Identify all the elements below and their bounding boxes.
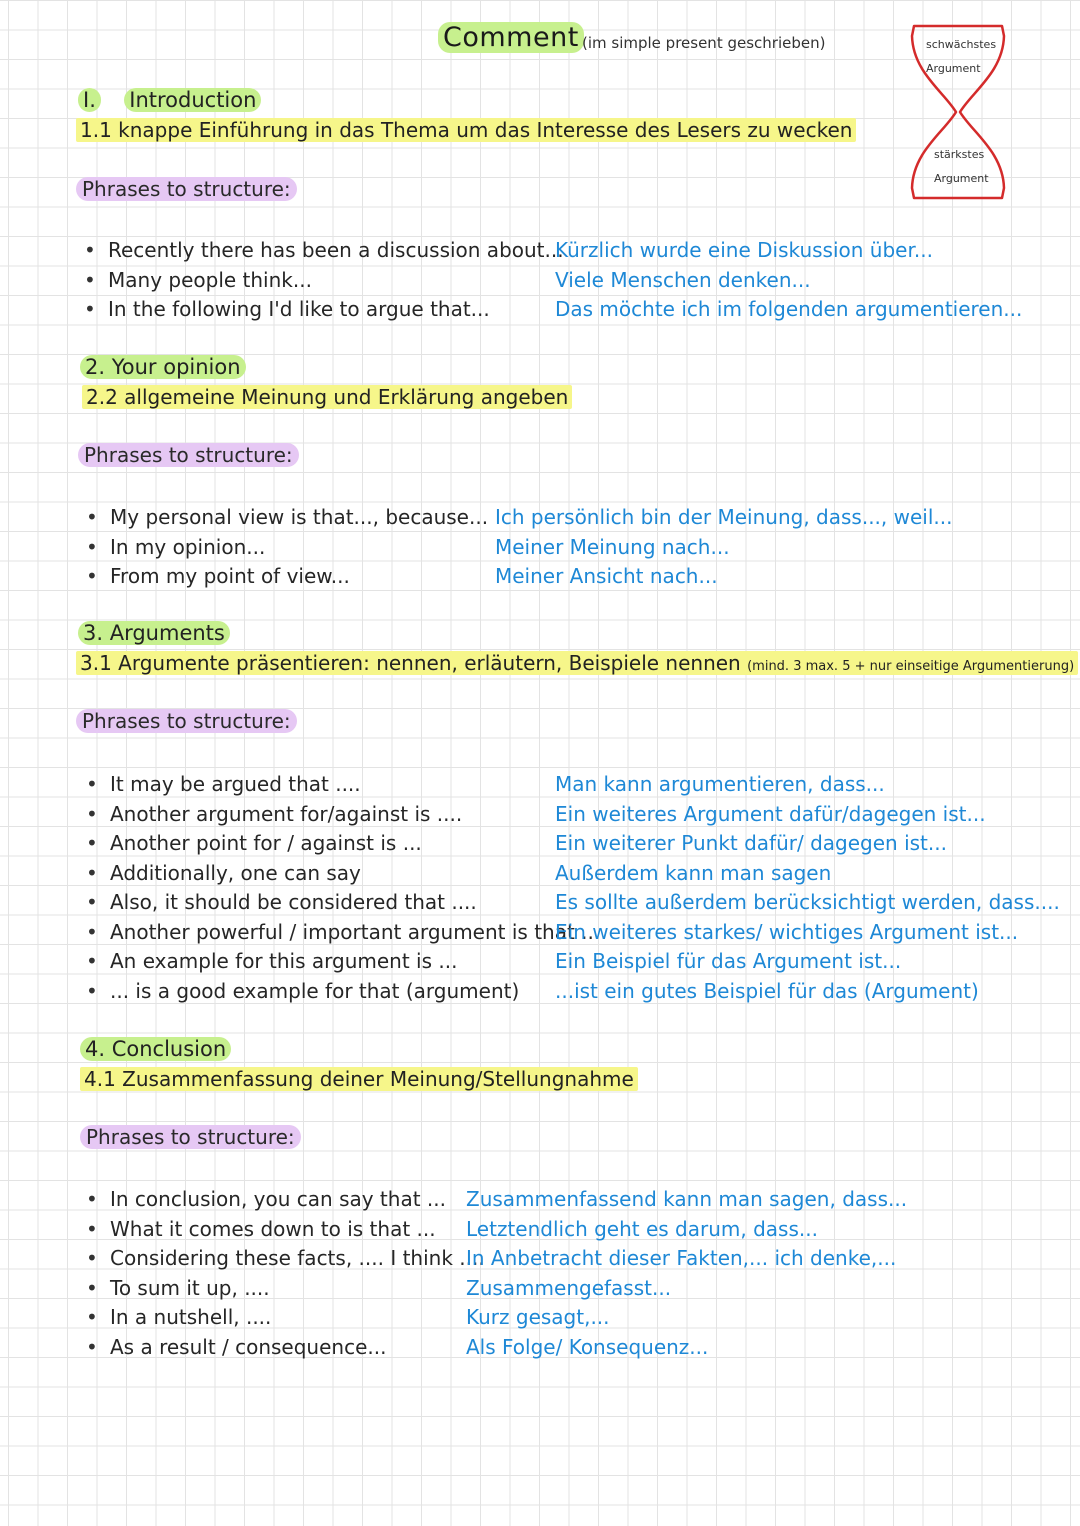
list-item: Ein weiteres starkes/ wichtiges Argument ist... xyxy=(555,919,1019,944)
list-item: Außerdem kann man sagen xyxy=(555,860,832,885)
section-opinion-heading: 2. Your opinion xyxy=(80,355,246,379)
list-item: • In conclusion, you can say that ... xyxy=(80,1185,485,1215)
phrases-label: Phrases to structure: xyxy=(78,443,299,467)
arguments-english-phrases xyxy=(80,770,600,1006)
introduction-german-phrases xyxy=(555,236,1022,325)
list-item: Man kann argumentieren, dass... xyxy=(555,772,885,796)
phrases-label: Phrases to structure: xyxy=(76,177,297,201)
list-item: • It may be argued that .... xyxy=(80,770,600,800)
list-item: In Anbetracht dieser Fakten,... ich denke,... xyxy=(466,1246,897,1270)
list-item: • In my opinion... xyxy=(80,533,488,563)
list-item: Als Folge/ Konsequenz... xyxy=(466,1334,709,1359)
hourglass-top-line2: Argument xyxy=(926,62,981,75)
list-item: • As a result / consequence... xyxy=(80,1333,485,1363)
list-item: • To sum it up, .... xyxy=(80,1274,485,1304)
list-item: • My personal view is that..., because... xyxy=(80,503,488,533)
hourglass-bottom-line2: Argument xyxy=(934,172,989,185)
list-item: • An example for this argument is ... xyxy=(80,947,600,977)
section-conclusion-heading: 4. Conclusion xyxy=(80,1037,231,1061)
list-item: Zusammenfassend kann man sagen, dass... xyxy=(466,1187,908,1211)
section-number: I. xyxy=(78,88,101,112)
section-conclusion-subheading: 4.1 Zusammenfassung deiner Meinung/Stellungnahme xyxy=(80,1067,638,1091)
list-item: • ... is a good example for that (argument) xyxy=(80,977,600,1007)
list-item: Kurz gesagt,... xyxy=(466,1305,610,1329)
opinion-german-phrases xyxy=(495,503,952,592)
list-item: Meiner Ansicht nach... xyxy=(495,564,718,588)
page-title: Comment xyxy=(438,22,584,53)
list-item: Das möchte ich im folgenden argumentieren... xyxy=(555,297,1023,321)
list-item: Kürzlich wurde eine Diskussion über... xyxy=(555,238,933,262)
hourglass-top-line1: schwächstes xyxy=(926,38,997,51)
list-item: • Also, it should be considered that .... xyxy=(80,888,600,918)
list-item: • Another argument for/against is .... xyxy=(80,800,600,830)
list-item: Ein weiterer Punkt dafür/ dagegen ist... xyxy=(555,831,947,855)
hourglass-bottom-line1: stärkstes xyxy=(934,148,985,161)
list-item: Zusammengefasst... xyxy=(466,1275,672,1300)
section-introduction-heading xyxy=(78,88,261,112)
section-arguments-heading: 3. Arguments xyxy=(78,621,230,645)
subheading-note: (mind. 3 max. 5 + nur einseitige Argumentierung) xyxy=(747,659,1075,674)
hourglass-diagram xyxy=(910,24,1006,200)
list-item: • Many people think... xyxy=(78,266,564,296)
opinion-english-phrases xyxy=(80,503,488,592)
list-item: • Considering these facts, .... I think .... xyxy=(80,1244,485,1274)
conclusion-english-phrases xyxy=(80,1185,485,1362)
section-opinion-subheading: 2.2 allgemeine Meinung und Erklärung angeben xyxy=(82,385,572,409)
list-item: Meiner Meinung nach... xyxy=(495,534,730,559)
list-item: Viele Menschen denken... xyxy=(555,267,811,292)
list-item: • Additionally, one can say xyxy=(80,859,600,889)
list-item: Letztendlich geht es darum, dass... xyxy=(466,1216,818,1241)
list-item: ...ist ein gutes Beispiel für das (Argument) xyxy=(555,978,979,1003)
phrases-label: Phrases to structure: xyxy=(76,709,297,733)
list-item: • Another powerful / important argument is that ... xyxy=(80,918,600,948)
list-item: • From my point of view... xyxy=(80,562,488,592)
list-item: • In a nutshell, .... xyxy=(80,1303,485,1333)
list-item: Ein weiteres Argument dafür/dagegen ist... xyxy=(555,801,986,826)
conclusion-german-phrases xyxy=(466,1185,907,1362)
arguments-german-phrases xyxy=(555,770,1060,1006)
list-item: • What it comes down to is that ... xyxy=(80,1215,485,1245)
list-item: • Another point for / against is ... xyxy=(80,829,600,859)
list-item: Es sollte außerdem berücksichtigt werden, dass.... xyxy=(555,890,1060,914)
section-introduction-subheading: 1.1 knappe Einführung in das Thema um das Interesse des Lesers zu wecken xyxy=(76,118,856,142)
title-note: (im simple present geschrieben) xyxy=(582,34,826,52)
phrases-label: Phrases to structure: xyxy=(80,1125,301,1149)
list-item: • In the following I'd like to argue that... xyxy=(78,295,564,325)
section-arguments-subheading xyxy=(76,651,1078,675)
section-title: Introduction xyxy=(124,88,261,112)
list-item: • Recently there has been a discussion about... xyxy=(78,236,564,266)
introduction-english-phrases xyxy=(78,236,564,325)
subheading-text: 3.1 Argumente präsentieren: nennen, erläutern, Beispiele nennen xyxy=(80,651,741,675)
list-item: Ich persönlich bin der Meinung, dass..., weil... xyxy=(495,505,953,529)
list-item: Ein Beispiel für das Argument ist... xyxy=(555,949,902,973)
